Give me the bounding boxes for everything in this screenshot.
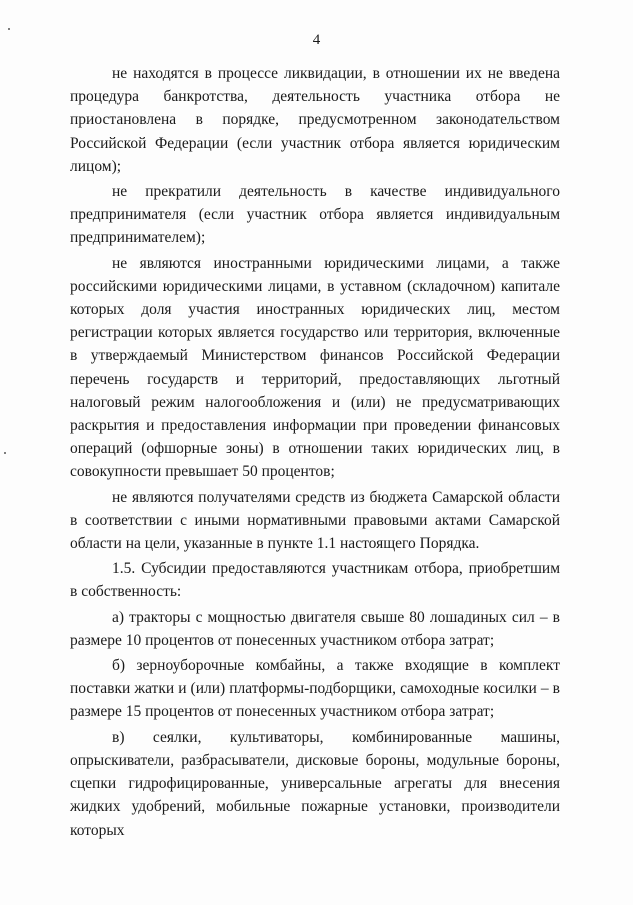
paragraph-subsidies-1-5: 1.5. Субсидии предоставляются участникам отбора, приобретшим в собственность: bbox=[70, 560, 560, 601]
paragraph-foreign-entities: не являются иностранными юридическими лицами, а также российскими юридическими лицами, в уставном (складочном) капитале которых доля участия иностранных юридических лиц, местом регистрации которых является государство или территория, включенные в утверждаемый Министерством финансов Российской Федерации перечень государств и территорий, предоставляющих льготный налоговый режим налогообложения и (или) не предусматривающих раскрытия и предоставления информации при проведении финансовых операций (офшорные зоны) в отношении таких юридических лиц, в совокупности превышает 50 процентов; bbox=[70, 254, 560, 481]
paragraph-tractors: а) тракторы с мощностью двигателя свыше 80 лошадиных сил – в размере 10 процентов от понесенных участником отбора затрат; bbox=[70, 608, 560, 649]
paragraph-seeders: в) сеялки, культиваторы, комбинированные машины, опрыскиватели, разбрасыватели, дисковые бороны, модульные бороны, сцепки гидрофицированные, универсальные агрегаты для внесения жидких удобрений, мобильные пожарные установки, производители которых bbox=[70, 728, 560, 839]
page-number: 4 bbox=[312, 32, 321, 48]
document-body bbox=[70, 62, 560, 843]
paragraph-liquidation: не находятся в процессе ликвидации, в отношении их не введена процедура банкротства, деятельность участника отбора не приостановлена в порядке, предусмотренном законодательством Российской Федерации (если участник отбора является юридическим лицом); bbox=[70, 65, 560, 175]
scan-speck bbox=[8, 28, 10, 30]
scan-speck bbox=[4, 452, 6, 454]
paragraph-budget-recipients: не являются получателями средств из бюджета Самарской области в соответствии с иными нормативными правовыми актами Самарской области на цели, указанные в пункте 1.1 настоящего Порядка. bbox=[70, 488, 560, 553]
paragraph-combines: б) зерноуборочные комбайны, а также входящие в комплект поставки жатки и (или) платформы-подборщики, самоходные косилки – в размере 15 процентов от понесенных участником отбора затрат; bbox=[70, 657, 560, 721]
paragraph-entrepreneur: не прекратили деятельность в качестве индивидуального предпринимателя (если участник отбора является индивидуальным предпринимателем); bbox=[70, 183, 560, 247]
